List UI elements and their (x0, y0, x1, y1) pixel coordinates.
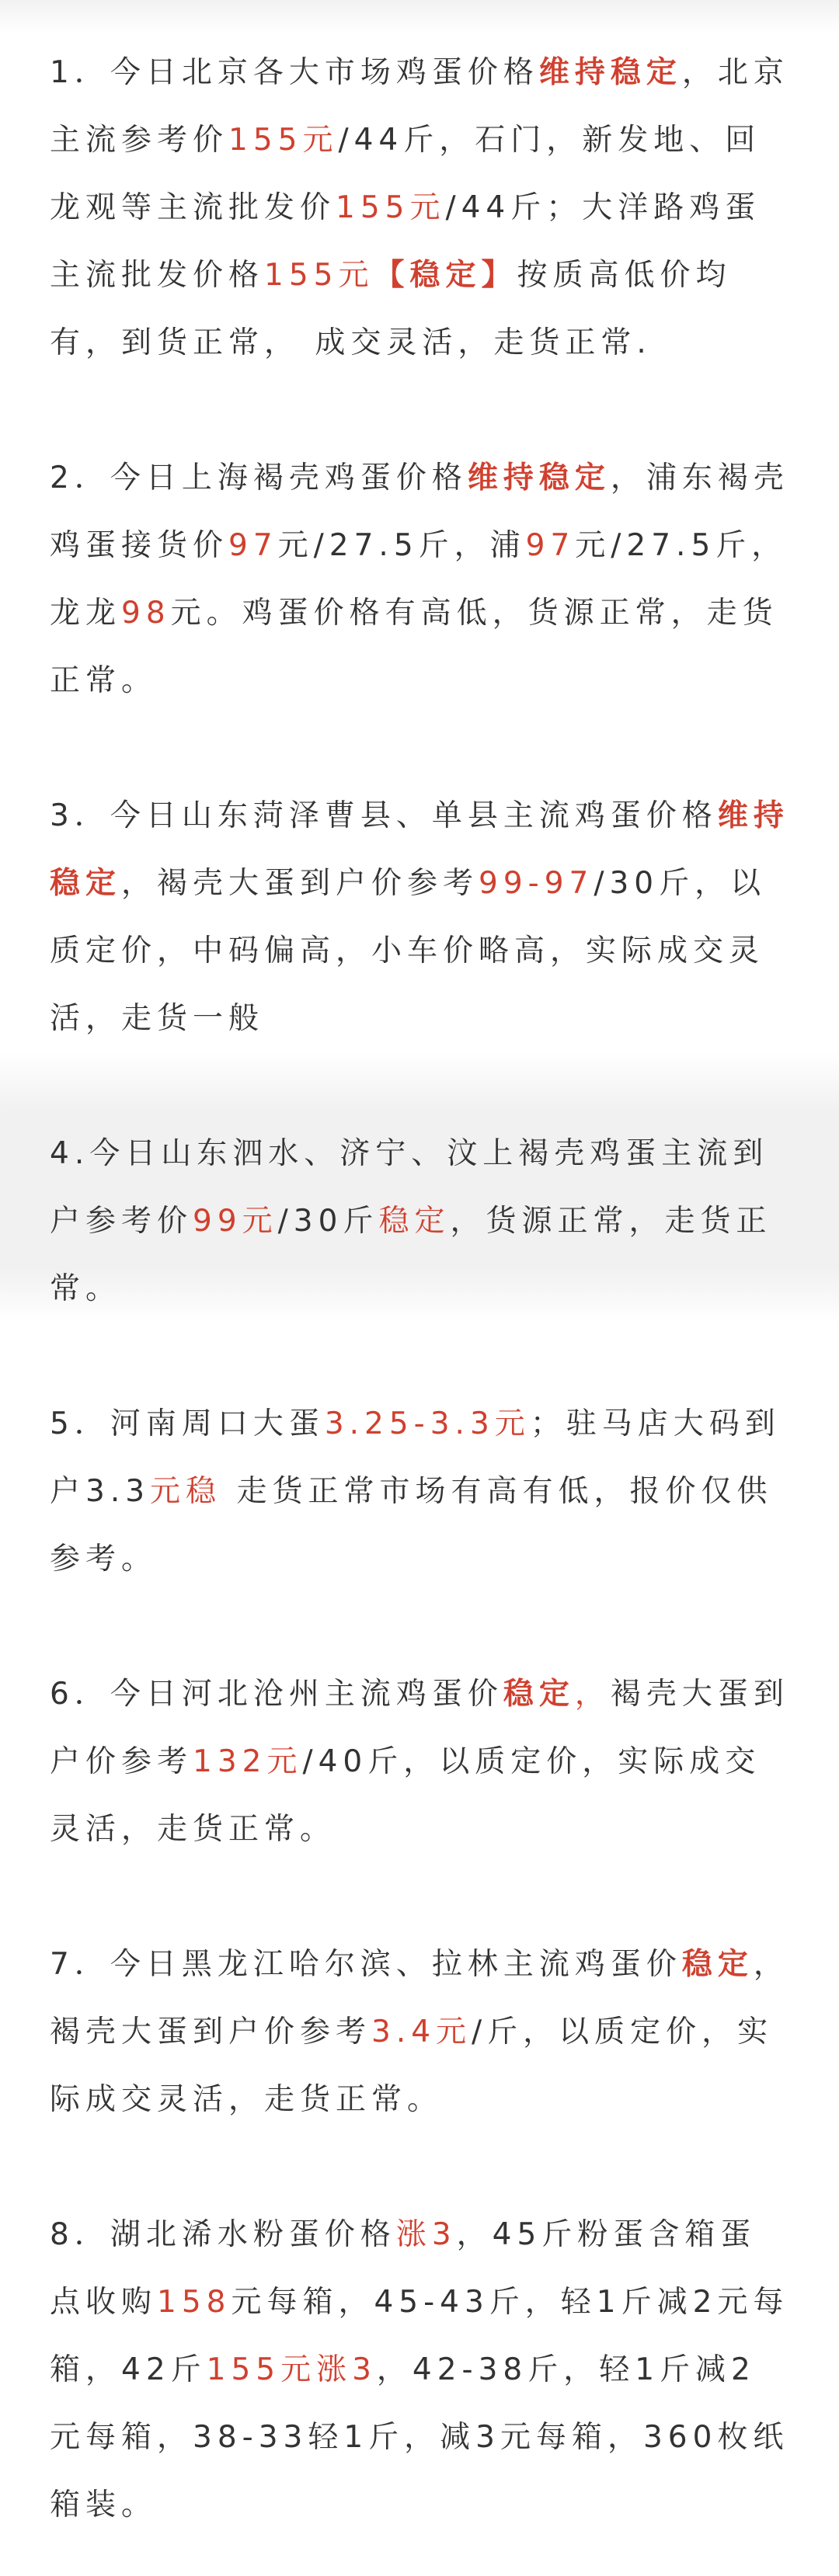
text-segment: 元/27.5斤，龙龙 (50, 528, 788, 631)
highlight-segment: 155元 (228, 123, 339, 158)
text-segment: 2．今日上海褐壳鸡蛋价格 (50, 461, 468, 495)
text-segment: 4.今日山东泗水、济宁、汶上褐壳鸡蛋主流到户参考价 (50, 1136, 769, 1239)
paragraph-hubei (50, 2201, 789, 2539)
text-segment: 3．今日山东菏泽曹县、单县主流鸡蛋价格 (50, 798, 718, 833)
text-segment: 走货正常市场有高有低，报价仅供参考。 (50, 1474, 773, 1577)
text-segment: 6．今日河北沧州主流鸡蛋价 (50, 1677, 503, 1712)
paragraph-spacer (50, 377, 789, 444)
text-segment: /44斤，石门，新发地、回龙观等主流批发价 (50, 123, 761, 225)
text-segment: 褐壳大蛋到户价参考 (50, 1677, 789, 1779)
text-segment: 1．今日北京各大市场鸡蛋价格 (50, 55, 539, 90)
paragraph-shanghai (50, 444, 789, 714)
highlight-segment: 稳定 (378, 1204, 451, 1239)
paragraph-harbin (50, 1931, 789, 2133)
paragraph-spacer (50, 1863, 789, 1931)
text-segment: /30斤 (277, 1204, 379, 1239)
highlight-segment: 维持稳定 (467, 461, 611, 495)
paragraph-spacer (50, 2133, 789, 2201)
text-segment: 按质高低价均有，到货正常， 成交灵活，走货正常. (50, 258, 732, 360)
highlight-segment: 155元涨3 (206, 2352, 377, 2387)
text-segment: ，褐壳大蛋到户价参考 (121, 866, 479, 901)
highlight-segment: ， (574, 1677, 611, 1712)
highlight-segment: 155元 (264, 258, 374, 293)
paragraph-spacer (50, 714, 789, 782)
highlight-segment: 【稳定】 (374, 258, 517, 293)
text-segment: ，42-38斤，轻1斤减2元每箱，38-33轻1斤，减3元每箱，360枚纸箱装。 (50, 2352, 789, 2522)
paragraph-beijing (50, 39, 789, 377)
highlight-segment: 97 (228, 528, 278, 563)
paragraph-cangzhou (50, 1660, 789, 1863)
highlight-segment: 稳定 (681, 1947, 754, 1982)
text-segment: ，浦东褐壳鸡蛋接货价 (50, 461, 789, 563)
highlight-segment: 维持稳定 (538, 55, 682, 90)
highlight-segment: 98 (121, 596, 171, 631)
text-segment: 8．湖北浠水粉蛋价格 (50, 2217, 396, 2252)
shaded-band (0, 1052, 839, 1323)
text-segment: 元/27.5斤，浦 (277, 528, 526, 563)
highlight-segment: 涨3 (395, 2217, 457, 2252)
paragraph-henan (50, 1390, 789, 1593)
text-segment: 元。鸡蛋价格有高低，货源正常，走货正常。 (50, 596, 778, 698)
text-segment: 5．河南周口大蛋 (50, 1406, 325, 1441)
text-segment: 元每箱，45-43斤，轻1斤减2元每箱，42斤 (50, 2285, 789, 2387)
highlight-segment: 158 (157, 2285, 232, 2320)
highlight-segment: 99元 (193, 1204, 278, 1239)
text-segment: ，45斤粉蛋含箱蛋点收购 (50, 2217, 757, 2320)
highlight-segment: 稳定 (503, 1677, 575, 1712)
highlight-segment: 3.4元 (371, 2015, 472, 2049)
highlight-segment: 155元 (336, 190, 446, 225)
text-segment: ，货源正常，走货正常。 (50, 1204, 772, 1306)
paragraph-spacer (50, 1593, 789, 1660)
highlight-segment: 维持稳定 (50, 798, 789, 901)
text-segment: ，褐壳大蛋到户价参考 (50, 1947, 789, 2049)
highlight-segment: 97 (525, 528, 576, 563)
text-segment: ；驻马店大码到户3.3 (50, 1406, 781, 1509)
paragraph-spacer (50, 1323, 789, 1390)
paragraph-heze (50, 782, 789, 1052)
text-segment: /30斤，以质定价，中码偏高，小车价略高，实际成交灵活，走货一般 (50, 866, 767, 1036)
top-shadow (0, 0, 839, 33)
text-segment: /40斤，以质定价，实际成交灵活，走货正常。 (50, 1744, 761, 1847)
article-body (0, 39, 839, 2539)
highlight-segment: 元稳 (150, 1474, 222, 1509)
text-segment: /44斤；大洋路鸡蛋主流批发价格 (50, 190, 761, 293)
highlight-segment: 132元 (193, 1744, 303, 1779)
text-segment: 7．今日黑龙江哈尔滨、拉林主流鸡蛋价 (50, 1947, 682, 1982)
paragraph-sishui (50, 1120, 789, 1323)
highlight-segment: 3.25-3.3元 (324, 1406, 531, 1441)
highlight-segment: 99-97 (479, 866, 594, 901)
paragraph-spacer (50, 1052, 789, 1120)
text-segment: /斤，以质定价，实际成交灵活，走货正常。 (50, 2015, 774, 2117)
text-segment: ，北京主流参考价 (50, 55, 789, 158)
